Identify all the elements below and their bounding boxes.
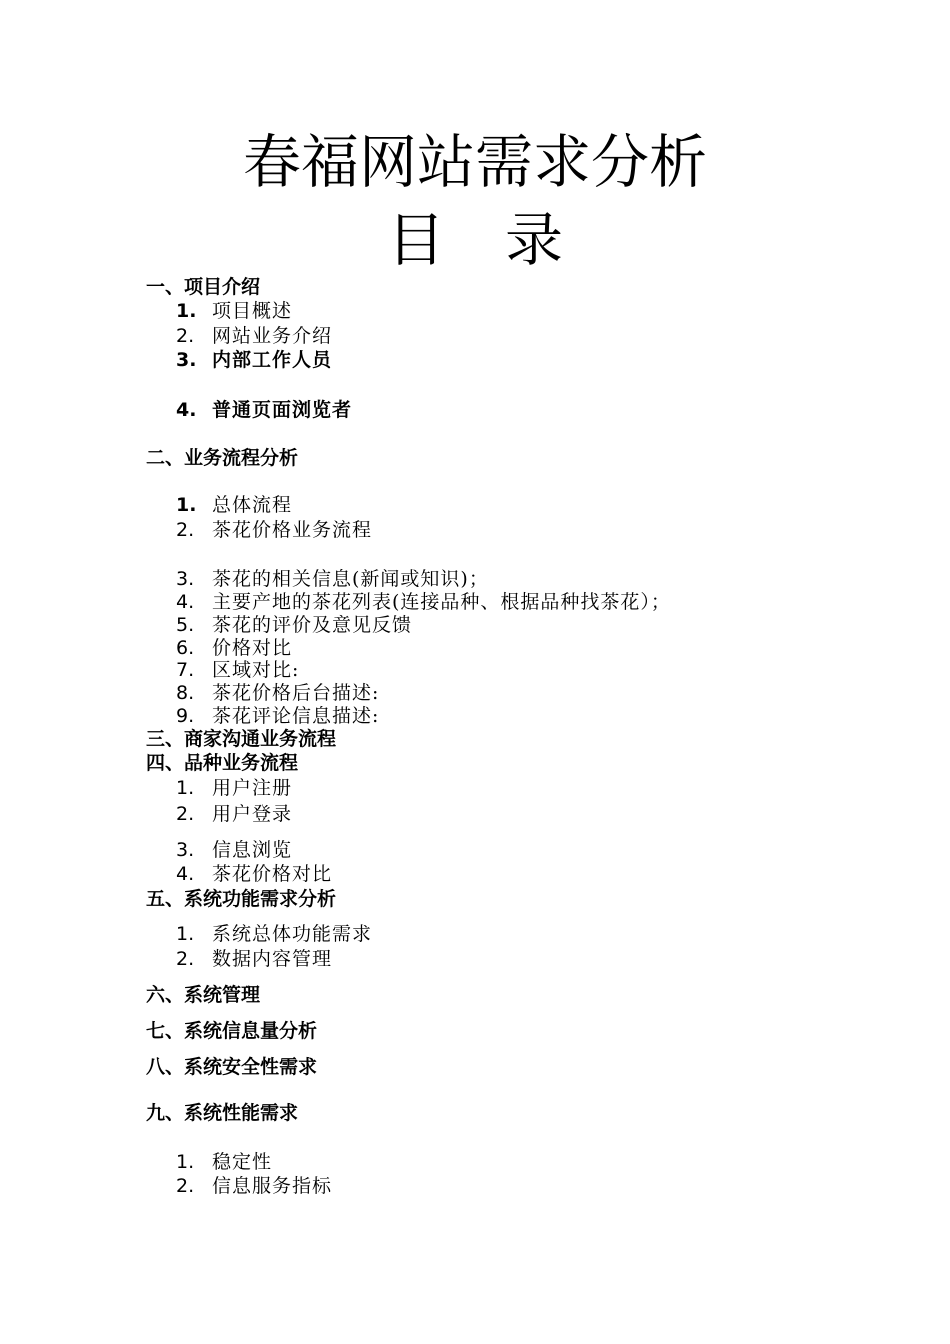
- item-number: 7.: [176, 659, 195, 681]
- toc-item: [176, 681, 379, 705]
- item-text: 信息服务指标: [212, 1175, 333, 1197]
- item-number: 2.: [176, 519, 195, 541]
- toc-section-1: 一、项目介绍: [146, 276, 261, 298]
- item-number: 4.: [176, 399, 197, 421]
- toc-section-5: 五、系统功能需求分析: [146, 888, 337, 910]
- toc-section-9: 九、系统性能需求: [146, 1102, 299, 1124]
- toc-item: [176, 590, 671, 614]
- toc-item: [176, 776, 292, 800]
- toc-section-8: 八、系统安全性需求: [146, 1056, 318, 1078]
- item-text: 项目概述: [212, 300, 293, 322]
- toc-item: [176, 704, 379, 728]
- toc-item: [176, 348, 332, 372]
- toc-section-7: 七、系统信息量分析: [146, 1020, 318, 1042]
- item-text: 系统总体功能需求: [212, 923, 373, 945]
- item-number: 5.: [176, 614, 195, 636]
- item-text: 用户注册: [212, 777, 293, 799]
- item-text: 茶花的相关信息(新闻或知识)；: [212, 568, 489, 590]
- item-number: 1.: [176, 300, 197, 322]
- toc-item: [176, 947, 332, 971]
- toc-item: [176, 518, 372, 542]
- item-text: 区域对比:: [212, 659, 300, 681]
- item-number: 3.: [176, 568, 195, 590]
- item-text: 总体流程: [212, 494, 293, 516]
- item-text: 主要产地的茶花列表(连接品种、根据品种找茶花）；: [212, 591, 671, 613]
- item-number: 3.: [176, 839, 195, 861]
- item-number: 2.: [176, 803, 195, 825]
- toc-item: [176, 613, 412, 637]
- document-title: 春福网站需求分析: [242, 128, 707, 196]
- item-number: 9.: [176, 705, 195, 727]
- item-text: 数据内容管理: [212, 948, 333, 970]
- item-number: 4.: [176, 591, 195, 613]
- toc-item: [176, 398, 352, 422]
- toc-item: [176, 1150, 272, 1174]
- item-number: 2.: [176, 1175, 195, 1197]
- item-number: 1.: [176, 494, 197, 516]
- item-number: 8.: [176, 682, 195, 704]
- item-text: 普通页面浏览者: [212, 399, 353, 421]
- item-text: 内部工作人员: [212, 349, 333, 371]
- item-text: 茶花价格对比: [212, 863, 333, 885]
- item-text: 茶花的评价及意见反馈: [212, 614, 413, 636]
- item-number: 3.: [176, 349, 197, 371]
- toc-item: [176, 493, 292, 517]
- item-number: 4.: [176, 863, 195, 885]
- item-number: 6.: [176, 637, 195, 659]
- toc-section-2: 二、业务流程分析: [146, 447, 299, 469]
- item-text: 稳定性: [212, 1151, 273, 1173]
- toc-item: [176, 324, 332, 348]
- toc-item: [176, 567, 489, 591]
- item-text: 网站业务介绍: [212, 325, 333, 347]
- toc-item: [176, 1174, 332, 1198]
- item-text: 价格对比: [212, 637, 293, 659]
- toc-item: [176, 299, 292, 323]
- toc-item: [176, 862, 332, 886]
- toc-heading: 目录: [386, 206, 623, 274]
- toc-item: [176, 636, 292, 660]
- item-number: 1.: [176, 923, 195, 945]
- item-text: 茶花价格业务流程: [212, 519, 373, 541]
- item-text: 茶花评论信息描述:: [212, 705, 380, 727]
- item-text: 用户登录: [212, 803, 293, 825]
- toc-item: [176, 838, 292, 862]
- item-text: 茶花价格后台描述:: [212, 682, 380, 704]
- item-number: 1.: [176, 1151, 195, 1173]
- toc-section-3: 三、商家沟通业务流程: [146, 728, 337, 750]
- toc-item: [176, 802, 292, 826]
- item-number: 2.: [176, 948, 195, 970]
- item-text: 信息浏览: [212, 839, 293, 861]
- toc-item: [176, 658, 299, 682]
- toc-section-6: 六、系统管理: [146, 984, 261, 1006]
- toc-section-4: 四、品种业务流程: [146, 752, 299, 774]
- item-number: 1.: [176, 777, 195, 799]
- toc-item: [176, 922, 372, 946]
- item-number: 2.: [176, 325, 195, 347]
